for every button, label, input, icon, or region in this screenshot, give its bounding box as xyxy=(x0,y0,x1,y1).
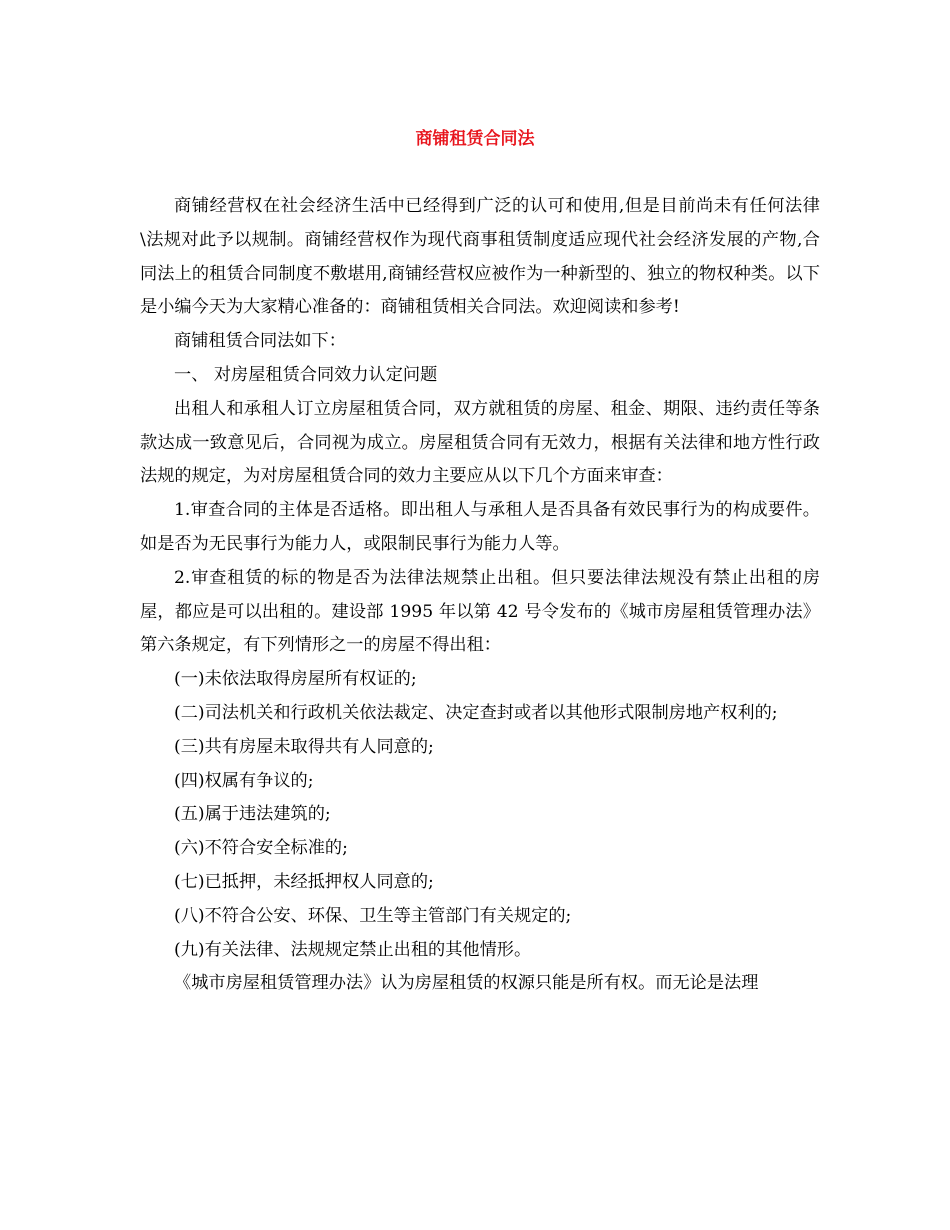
paragraph-item-2: 2.审查租赁的标的物是否为法律法规禁止出租。但只要法律法规没有禁止出租的房屋，都应是可以出租的。建设部 1995 年以第 42 号令发布的《城市房屋租赁管理办法》第六条规定，有下列情形之一的房屋不得出租： xyxy=(140,567,820,656)
list-item: (五)属于违法建筑的; xyxy=(174,804,331,825)
paragraph-lead: 商铺租赁合同法如下： xyxy=(174,331,346,352)
document-body xyxy=(140,190,820,1001)
list-item: (九)有关法律、法规规定禁止出租的其他情形。 xyxy=(174,939,532,960)
document-title: 商铺租赁合同法 xyxy=(415,129,535,149)
list-item: (二)司法机关和行政机关依法裁定、决定查封或者以其他形式限制房地产权利的; xyxy=(174,702,778,723)
paragraph-intro: 商铺经营权在社会经济生活中已经得到广泛的认可和使用,但是目前尚未有任何法律\法规对此予以规制。商铺经营权作为现代商事租赁制度适应现代社会经济发展的产物,合同法上的租赁合同制度不敷堪用,商铺经营权应被作为一种新型的、独立的物权种类。以下是小编今天为大家精心准备的：商铺租赁相关合同法。欢迎阅读和参考! xyxy=(140,196,820,318)
list-item: (一)未依法取得房屋所有权证的; xyxy=(174,669,417,690)
paragraph-item-1: 1.审查合同的主体是否适格。即出租人与承租人是否具备有效民事行为的构成要件。如是否为无民事行为能力人，或限制民事行为能力人等。 xyxy=(140,500,820,554)
list-item: (四)权属有争议的; xyxy=(174,770,314,791)
list-item: (八)不符合公安、环保、卫生等主管部门有关规定的; xyxy=(174,905,572,926)
list-item: (三)共有房屋未取得共有人同意的; xyxy=(174,736,434,757)
paragraph-final: 《城市房屋租赁管理办法》认为房屋租赁的权源只能是所有权。而无论是法理 xyxy=(174,973,759,994)
list-item: (七)已抵押，未经抵押权人同意的; xyxy=(174,871,434,892)
list-item: (六)不符合安全标准的; xyxy=(174,838,348,859)
paragraph-validity: 出租人和承租人订立房屋租赁合同，双方就租赁的房屋、租金、期限、违约责任等条款达成一致意见后，合同视为成立。房屋租赁合同有无效力，根据有关法律和地方性行政法规的规定，为对房屋租赁合同的效力主要应从以下几个方面来审查： xyxy=(140,398,820,487)
section-heading-1: 一、 对房屋租赁合同效力认定问题 xyxy=(174,364,438,385)
